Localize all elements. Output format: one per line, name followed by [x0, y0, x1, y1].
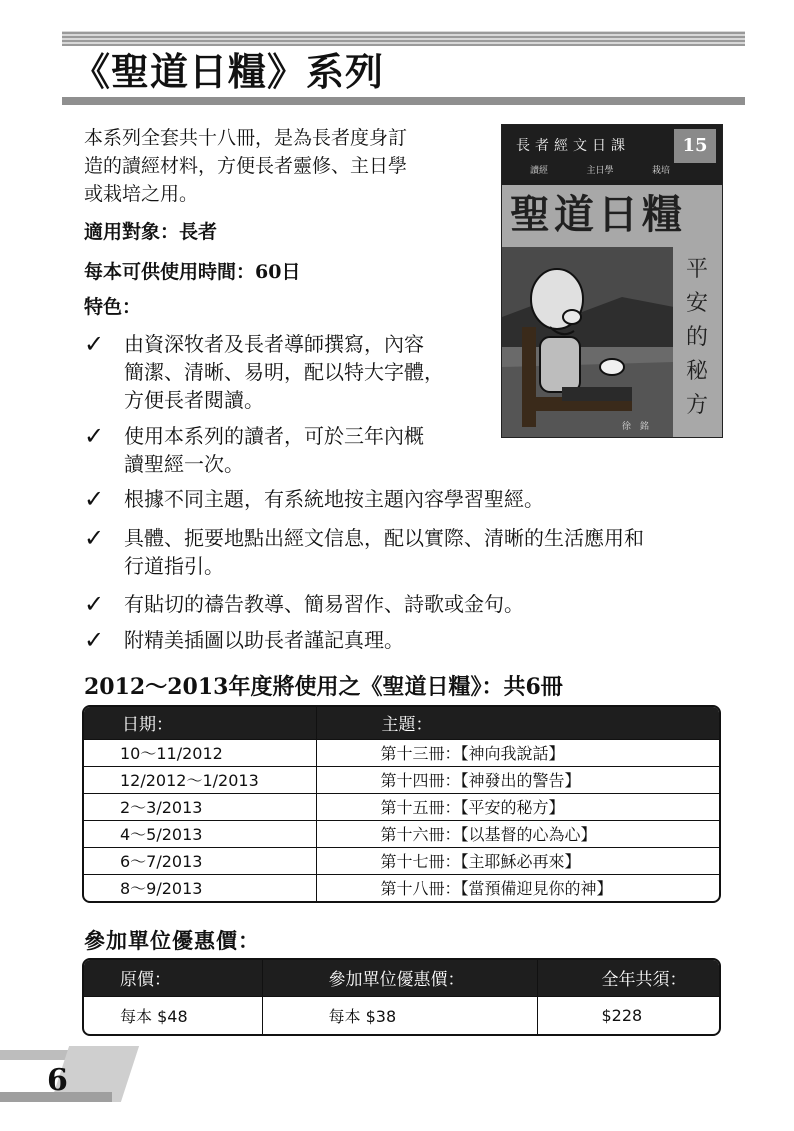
- topic-cell: 第十六冊：【以基督的心為心】: [316, 820, 719, 847]
- cover-subtitle-char: 的: [685, 325, 708, 350]
- col-header-member-price: 參加單位優惠價：: [262, 960, 537, 996]
- col-header-annual-total: 全年共須：: [537, 960, 719, 996]
- check-icon: ✓: [84, 590, 105, 618]
- cover-subtitle: [680, 253, 714, 423]
- feature-line: 附精美插圖以助長者謹記真理。: [124, 628, 404, 652]
- feature-line: 行道指引。: [124, 554, 224, 578]
- check-icon: ✓: [84, 485, 105, 513]
- date-cell: 12/2012～1/2013: [84, 766, 316, 793]
- topic-cell: 第十八冊：【當預備迎見你的神】: [316, 874, 719, 901]
- col-header-original-price: 原價：: [84, 960, 262, 996]
- date-cell: 2～3/2013: [84, 793, 316, 820]
- check-icon: ✓: [84, 330, 105, 358]
- cover-sub-labels: [530, 163, 670, 176]
- date-cell: 8～9/2013: [84, 874, 316, 901]
- topic-cell: 第十三冊：【神向我說話】: [316, 739, 719, 766]
- schedule-table: [82, 705, 721, 903]
- member-price-cell: 每本 $38: [262, 996, 537, 1034]
- check-icon: ✓: [84, 524, 105, 552]
- feature-line: 具體、扼要地點出經文信息，配以實際、清晰的生活應用和: [124, 526, 644, 550]
- cover-volume-number: 15: [674, 129, 716, 163]
- topic-cell: 第十四冊：【神發出的警告】: [316, 766, 719, 793]
- check-icon: ✓: [84, 626, 105, 654]
- date-cell: 6～7/2013: [84, 847, 316, 874]
- feature-line: 由資深牧者及長者導師撰寫，內容: [124, 332, 424, 356]
- table-row: [84, 874, 719, 901]
- features-label: 特色：: [84, 296, 142, 318]
- page-title: 《聖道日糧》系列: [72, 49, 385, 94]
- annual-total-cell: $228: [537, 996, 719, 1034]
- cover-title: 聖道日糧: [510, 191, 686, 238]
- col-header-topic: 主題：: [316, 707, 719, 739]
- cover-illustration: [502, 247, 674, 437]
- cover-sub-label: 栽培: [651, 166, 670, 176]
- date-cell: 10～11/2012: [84, 739, 316, 766]
- cover-series-title: 長者經文日課: [516, 138, 630, 154]
- cover-sub-label: 讀經: [530, 166, 549, 176]
- table-row: [84, 766, 719, 793]
- feature-line: 讀聖經一次。: [124, 452, 244, 476]
- table-row: [84, 739, 719, 766]
- pricing-header-row: [84, 960, 719, 996]
- cover-author: 徐 銘: [622, 422, 652, 432]
- schedule-header-row: [84, 707, 719, 739]
- feature-line: 有貼切的禱告教導、簡易習作、詩歌或金句。: [124, 592, 524, 616]
- table-row: [84, 996, 719, 1034]
- page-number: 6: [47, 1063, 68, 1098]
- table-row: [84, 793, 719, 820]
- duration-label: 每本可供使用時間：60日: [84, 261, 301, 283]
- original-price-cell: 每本 $48: [84, 996, 262, 1034]
- cover-sub-label: 主日學: [586, 166, 614, 176]
- cover-subtitle-char: 方: [685, 393, 708, 418]
- book-cover-image: [501, 124, 723, 438]
- feature-line: 使用本系列的讀者，可於三年內概: [124, 424, 424, 448]
- feature-line: 簡潔、清晰、易明，配以特大字體，: [124, 360, 444, 384]
- cover-subtitle-char: 秘: [685, 359, 708, 384]
- col-header-date: 日期：: [84, 707, 316, 739]
- intro-paragraph: [84, 124, 492, 208]
- date-cell: 4～5/2013: [84, 820, 316, 847]
- table-row: [84, 847, 719, 874]
- pricing-table: [82, 958, 721, 1036]
- header-band-top: [62, 31, 745, 46]
- header-band-bottom: [62, 97, 745, 105]
- check-icon: ✓: [84, 422, 105, 450]
- cover-subtitle-char: 平: [685, 257, 708, 282]
- cover-subtitle-char: 安: [685, 291, 708, 316]
- audience-label: 適用對象：長者: [84, 221, 218, 243]
- pricing-title: 參加單位優惠價：: [84, 928, 260, 953]
- schedule-title: 2012～2013年度將使用之《聖道日糧》：共6冊: [84, 674, 563, 700]
- feature-line: 根據不同主題，有系統地按主題內容學習聖經。: [124, 487, 544, 511]
- topic-cell: 第十七冊：【主耶穌必再來】: [316, 847, 719, 874]
- feature-line: 方便長者閱讀。: [124, 388, 264, 412]
- intro-line: 或栽培之用。: [84, 183, 199, 205]
- topic-cell: 第十五冊：【平安的秘方】: [316, 793, 719, 820]
- table-row: [84, 820, 719, 847]
- intro-line: 造的讀經材料，方便長者靈修、主日學: [84, 155, 408, 177]
- intro-line: 本系列全套共十八冊，是為長者度身訂: [84, 127, 408, 149]
